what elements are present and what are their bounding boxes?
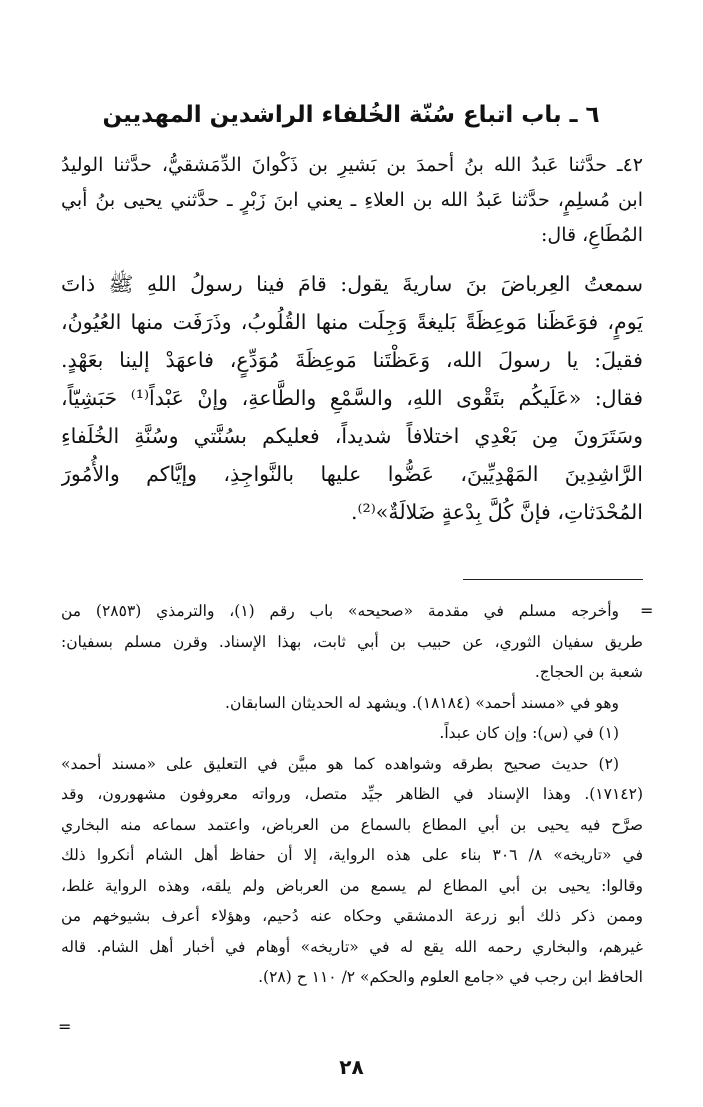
- matn-line: المُحْدَثاتِ، فإنَّ كُلَّ بِدْعةٍ ضَلالَةٌ»⁽²⁾.: [350, 500, 643, 524]
- page-number: ٢٨: [339, 1055, 364, 1079]
- footnote-line: في «تاريخه» ٨/ ٣٠٦ بناء على هذه الرواية، إلا أن حفاظ أهل الشام أنكروا ذلك: [61, 846, 643, 864]
- matn-line: فقيلَ: يا رسولَ الله، وَعَظْتَنا مَوعِظَةَ مُوَدِّعٍ، فاعهَدْ إلينا بعَهْدٍ.: [61, 348, 643, 372]
- matn-line: الرَّاشِدِينَ المَهْدِيِّينَ، عَضُّوا عليها بالنَّواجِذِ، وإيَّاكم والأُمُورَ: [61, 462, 643, 486]
- footnote-line: وممن ذكر ذلك أبو زرعة الدمشقي وحكاه عنه دُحيم، وهؤلاء أعرف بشيوخهم من: [61, 907, 643, 925]
- footnote-line: الحافظ ابن رجب في «جامع العلوم والحكم» ٢/ ١١٠ ح (٢٨).: [258, 968, 643, 986]
- footnote-line: وقالوا: يحيى بن أبي المطاع لم يسمع من العرباض ولم يلقه، وهذه الرواية غلط،: [61, 876, 643, 895]
- isnad-line: ٤٢ـ حدَّثنا عَبدُ الله بنُ أحمدَ بن بَشيرِ بن ذَكْوانَ الدِّمَشقيُّ، حدَّثنا الوليدُ: [61, 154, 643, 176]
- continuation-mark-top: =: [640, 601, 654, 620]
- matn-line: وسَتَرَونَ مِن بَعْدِي اختلافاً شديداً، فعليكم بسُنَّتي وسُنَّةِ الخُلَفاءِ: [61, 424, 643, 448]
- footnote-line: غيرهم، والبخاري رحمه الله يقع له في «تاريخه» أوهام في أخبار أهل الشام. قاله: [61, 937, 643, 956]
- footnote-2-first: [61, 749, 643, 780]
- footnote-1: (١) في (س): وإن كان عبداً.: [439, 724, 619, 742]
- isnad-line: ابن مُسلِمٍ، حدَّثنا عَبدُ الله بن العلاءِ ـ يعني ابنَ زَبْرٍ ـ حدَّثني يحيى بنُ أبي: [61, 189, 643, 211]
- continuation-mark-bottom: =: [58, 1017, 72, 1036]
- footnote-line: (١٧١٤٢). وهذا الإسناد في الظاهر جيِّد متصل، ورواته معروفون مشهورون، وقد: [61, 785, 643, 803]
- footnote-separator: [463, 579, 643, 580]
- matn-line: فقال: «عَلَيكُم بتَقْوى اللهِ، والسَّمْعِ والطَّاعةِ، وإنْ عَبْداً⁽¹⁾ حَبَشِيّاً،: [61, 386, 643, 410]
- footnotes: [61, 596, 643, 993]
- matn-line: سمعتُ العِرباضَ بنَ ساريةَ يقول: قامَ فينا رسولُ اللهِ ﷺ ذاتَ: [61, 272, 643, 296]
- footnote-para-1: [61, 596, 643, 627]
- hadith-matn: [61, 265, 643, 531]
- footnote-line: (٢) حديث صحيح بطرقه وشواهده كما هو مبيَّن في التعليق على «مسند أحمد»: [61, 754, 619, 773]
- isnad-line: المُطَاعِ، قال:: [540, 224, 643, 246]
- footnote-line: صرَّح فيه يحيى بن أبي المطاع بالسماع من العرباض، واعتمد سماعه منه البخاري: [61, 815, 643, 834]
- footnote-para-2: وهو في «مسند أحمد» (١٨١٨٤). ويشهد له الحديثان السابقان.: [225, 693, 619, 712]
- footnote-line: طريق سفيان الثوري، عن حبيب بن أبي ثابت، بهذا الإسناد. وقرن مسلم بسفيان:: [61, 632, 643, 651]
- footnote-line: شعبة بن الحجاج.: [534, 663, 643, 681]
- hadith-isnad: [61, 148, 643, 253]
- hadith-42: [61, 148, 643, 531]
- matn-line: يَومٍ، فوَعَظَنا مَوعِظَةً بَليغةً وَجِلَت منها القُلُوبُ، وذَرَفَت منها العُيُونُ،: [61, 310, 643, 334]
- chapter-heading: ٦ ـ باب اتباع سُنّة الخُلفاء الراشدين المهديين: [102, 102, 600, 128]
- footnote-line: وأخرجه مسلم في مقدمة «صحيحه» باب رقم (١)، والترمذي (٢٨٥٣) من: [61, 602, 619, 620]
